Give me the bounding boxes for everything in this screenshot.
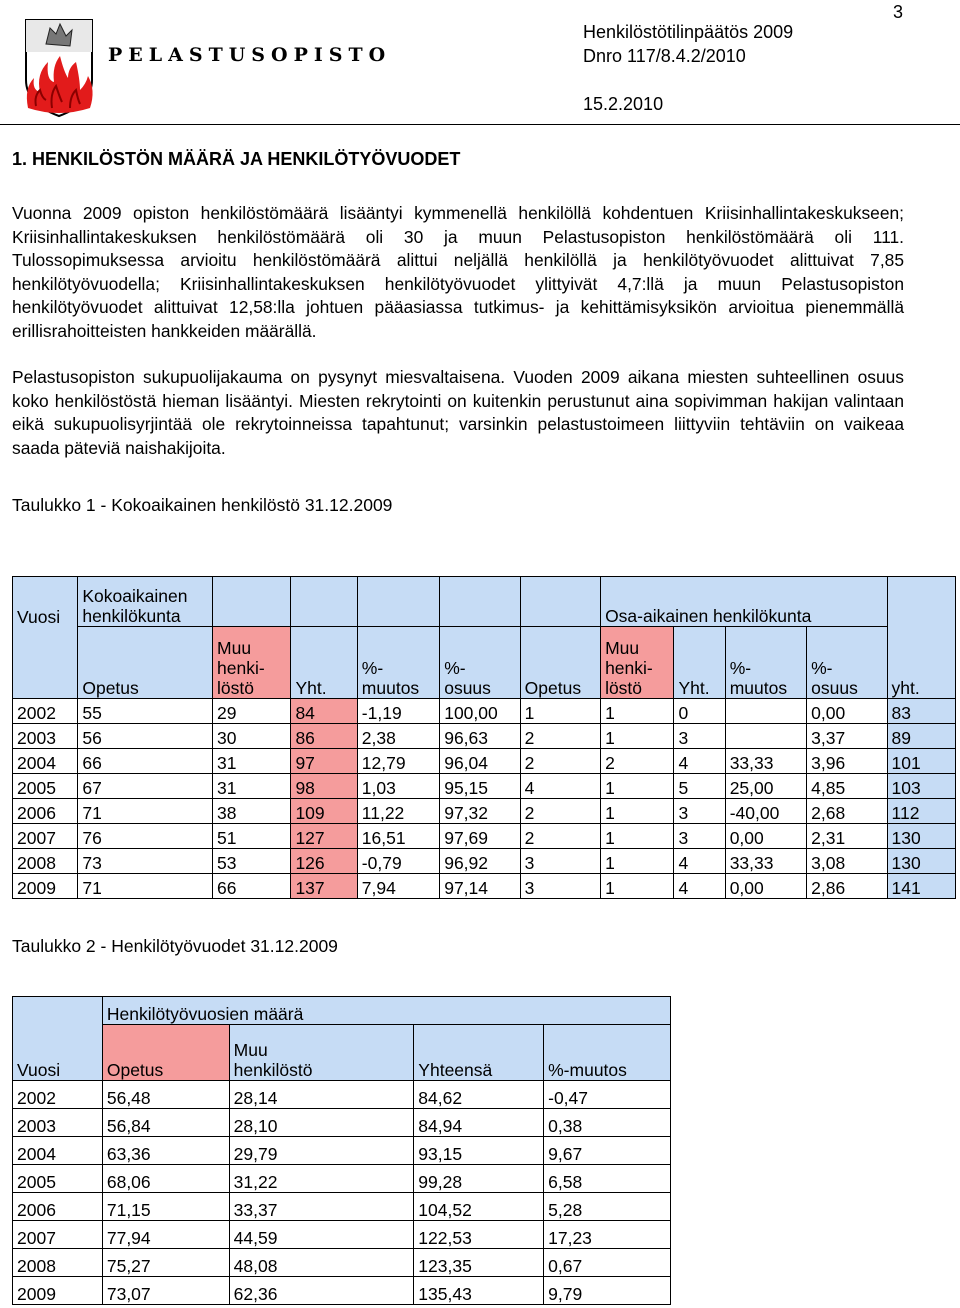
cell-o-muu: 1 bbox=[601, 849, 674, 874]
cell-yhteensa: 93,15 bbox=[414, 1137, 544, 1165]
header-muutos: %-muutos bbox=[544, 1025, 671, 1081]
cell-k-yht: 137 bbox=[291, 874, 357, 899]
cell-vuosi: 2009 bbox=[13, 874, 78, 899]
cell-yhteensa: 123,35 bbox=[414, 1249, 544, 1277]
cell-o-muu: 1 bbox=[601, 799, 674, 824]
header-muutos-parttime: %- muutos bbox=[725, 627, 806, 699]
cell-o-muutos: 33,33 bbox=[725, 849, 806, 874]
table-row bbox=[13, 774, 956, 799]
cell-yhteensa: 135,43 bbox=[414, 1277, 544, 1305]
cell-muu: 28,14 bbox=[229, 1081, 414, 1109]
header-yht: Yht. bbox=[291, 627, 357, 699]
cell-yhteensa: 99,28 bbox=[414, 1165, 544, 1193]
cell-opetus: 56,48 bbox=[102, 1081, 229, 1109]
table-row bbox=[13, 1081, 671, 1109]
cell-k-opetus: 73 bbox=[78, 849, 213, 874]
page-number: 3 bbox=[893, 2, 904, 22]
cell-k-muu: 66 bbox=[213, 874, 291, 899]
table1-caption: Taulukko 1 - Kokoaikainen henkilöstö 31.12.2009 bbox=[12, 495, 393, 515]
table-row bbox=[13, 874, 956, 899]
cell-muu: 33,37 bbox=[229, 1193, 414, 1221]
cell-o-yht: 3 bbox=[674, 724, 725, 749]
cell-vuosi: 2003 bbox=[13, 1109, 103, 1137]
cell-o-osuus: 3,96 bbox=[807, 749, 887, 774]
cell-k-osuus: 97,69 bbox=[440, 824, 520, 849]
cell-o-muu: 2 bbox=[601, 749, 674, 774]
cell-k-osuus: 97,14 bbox=[440, 874, 520, 899]
cell-muu: 31,22 bbox=[229, 1165, 414, 1193]
table-row bbox=[13, 1221, 671, 1249]
cell-k-yht: 109 bbox=[291, 799, 357, 824]
cell-k-muu: 53 bbox=[213, 849, 291, 874]
cell-k-opetus: 71 bbox=[78, 799, 213, 824]
cell-o-muutos: 33,33 bbox=[725, 749, 806, 774]
table-row bbox=[13, 1249, 671, 1277]
header-muutos: %- muutos bbox=[357, 627, 439, 699]
cell-vuosi: 2005 bbox=[13, 774, 78, 799]
cell-k-muutos: 11,22 bbox=[357, 799, 439, 824]
cell-k-muu: 31 bbox=[213, 749, 291, 774]
cell-k-muu: 29 bbox=[213, 699, 291, 724]
cell-vuosi: 2004 bbox=[13, 749, 78, 774]
cell-k-yht: 126 bbox=[291, 849, 357, 874]
table-row bbox=[13, 1109, 671, 1137]
cell-vuosi: 2003 bbox=[13, 724, 78, 749]
cell-yhteensa: 122,53 bbox=[414, 1221, 544, 1249]
cell-yhteensa: 84,62 bbox=[414, 1081, 544, 1109]
cell-k-muutos: 12,79 bbox=[357, 749, 439, 774]
cell-o-yht: 3 bbox=[674, 799, 725, 824]
cell-total: 130 bbox=[887, 849, 955, 874]
cell-yhteensa: 104,52 bbox=[414, 1193, 544, 1221]
cell-vuosi: 2008 bbox=[13, 1249, 103, 1277]
header-opetus: Opetus bbox=[102, 1025, 229, 1081]
cell-o-yht: 5 bbox=[674, 774, 725, 799]
cell-o-muu: 1 bbox=[601, 874, 674, 899]
brand-name: PELASTUSOPISTO bbox=[108, 44, 392, 66]
cell-o-opetus: 4 bbox=[520, 774, 600, 799]
cell-opetus: 75,27 bbox=[102, 1249, 229, 1277]
header-opetus-parttime: Opetus bbox=[520, 627, 600, 699]
header-muu: Muu henki- löstö bbox=[213, 627, 291, 699]
cell-muu: 62,36 bbox=[229, 1277, 414, 1305]
cell-vuosi: 2006 bbox=[13, 799, 78, 824]
cell-o-yht: 4 bbox=[674, 874, 725, 899]
document-date: 15.2.2010 bbox=[583, 94, 664, 114]
cell-o-opetus: 2 bbox=[520, 799, 600, 824]
cell-opetus: 77,94 bbox=[102, 1221, 229, 1249]
table-row bbox=[13, 699, 956, 724]
cell-o-muu: 1 bbox=[601, 774, 674, 799]
cell-muutos: 6,58 bbox=[544, 1165, 671, 1193]
header-parttime-group: Osa-aikainen henkilökunta bbox=[601, 577, 887, 627]
paragraph-headcount: Vuonna 2009 opiston henkilöstömäärä lisääntyi kymmenellä henkilöllä kohdentuen Kriisinhallintakeskukseen; Kriisinhallintakeskuksen henkilöstömäärä oli 30 ja muun Pelastusopiston henkilöstömäärä oli 111. Tulossopimuksessa arvioitu henkilöstömäärä alittui neljällä henkilöllä ja henkilötyövuodet alittuivat 7,85 henkilötyövuodella; Kriisinhallintakeskuksen henkilötyövuodet ylittyivät 4,7:llä ja muun Pelastusopiston henkilötyövuodet alittuivat 12,58:lla johtuen pääasiassa tutkimus- ja kehittämisyksikön arvioitua pienemmällä erillisrahoitteisten hankkeiden määrällä. bbox=[12, 203, 904, 341]
cell-o-opetus: 2 bbox=[520, 724, 600, 749]
cell-k-yht: 98 bbox=[291, 774, 357, 799]
cell-o-muutos: 25,00 bbox=[725, 774, 806, 799]
header-muu: Muu henkilöstö bbox=[229, 1025, 414, 1081]
header-osuus-parttime: %- osuus bbox=[807, 627, 887, 699]
cell-vuosi: 2007 bbox=[13, 824, 78, 849]
cell-o-osuus: 0,00 bbox=[807, 699, 887, 724]
cell-k-osuus: 97,32 bbox=[440, 799, 520, 824]
paragraph-gender: Pelastusopiston sukupuolijakauma on pysynyt miesvaltaisena. Vuoden 2009 aikana miesten suhteellinen osuus koko henkilöstöstä hieman lisääntyi. Miesten rekrytointi on kuitenkin perustunut aina sopivimman hakijan valintaan eikä sukupuolisyrjintää ole rekrytoinneissa tapahtunut; varsinkin pelastustoimeen liittyviin tehtäviin on vaikeaa saada päteviä naishakijoita. bbox=[12, 367, 904, 458]
table-row bbox=[13, 799, 956, 824]
cell-opetus: 56,84 bbox=[102, 1109, 229, 1137]
cell-o-muu: 1 bbox=[601, 699, 674, 724]
cell-muutos: 17,23 bbox=[544, 1221, 671, 1249]
cell-o-muu: 1 bbox=[601, 824, 674, 849]
cell-total: 112 bbox=[887, 799, 955, 824]
document-number: Dnro 117/8.4.2/2010 bbox=[583, 46, 746, 66]
cell-opetus: 73,07 bbox=[102, 1277, 229, 1305]
cell-vuosi: 2006 bbox=[13, 1193, 103, 1221]
cell-k-opetus: 76 bbox=[78, 824, 213, 849]
cell-k-yht: 84 bbox=[291, 699, 357, 724]
cell-total: 101 bbox=[887, 749, 955, 774]
cell-k-muutos: 1,03 bbox=[357, 774, 439, 799]
cell-k-opetus: 71 bbox=[78, 874, 213, 899]
cell-o-osuus: 3,37 bbox=[807, 724, 887, 749]
cell-k-yht: 86 bbox=[291, 724, 357, 749]
cell-k-muutos: 7,94 bbox=[357, 874, 439, 899]
cell-k-opetus: 56 bbox=[78, 724, 213, 749]
cell-k-osuus: 95,15 bbox=[440, 774, 520, 799]
header-vuosi: Vuosi bbox=[13, 1025, 103, 1081]
cell-vuosi: 2004 bbox=[13, 1137, 103, 1165]
header-osuus: %- osuus bbox=[440, 627, 520, 699]
table-row bbox=[13, 724, 956, 749]
cell-o-opetus: 1 bbox=[520, 699, 600, 724]
cell-k-muu: 31 bbox=[213, 774, 291, 799]
header-total: yht. bbox=[887, 627, 955, 699]
cell-muutos: 9,67 bbox=[544, 1137, 671, 1165]
cell-muu: 44,59 bbox=[229, 1221, 414, 1249]
header-yhteensa: Yhteensä bbox=[414, 1025, 544, 1081]
cell-o-osuus: 3,08 bbox=[807, 849, 887, 874]
header-fulltime-group: Kokoaikainen henkilökunta bbox=[78, 577, 213, 627]
cell-muutos: 9,79 bbox=[544, 1277, 671, 1305]
cell-o-opetus: 3 bbox=[520, 874, 600, 899]
cell-k-muu: 30 bbox=[213, 724, 291, 749]
header-yht-parttime: Yht. bbox=[674, 627, 725, 699]
table-row bbox=[13, 824, 956, 849]
cell-muutos: 0,38 bbox=[544, 1109, 671, 1137]
cell-o-opetus: 2 bbox=[520, 749, 600, 774]
cell-vuosi: 2002 bbox=[13, 699, 78, 724]
cell-o-opetus: 3 bbox=[520, 849, 600, 874]
cell-muu: 28,10 bbox=[229, 1109, 414, 1137]
cell-opetus: 71,15 bbox=[102, 1193, 229, 1221]
cell-k-osuus: 100,00 bbox=[440, 699, 520, 724]
cell-muu: 29,79 bbox=[229, 1137, 414, 1165]
header-person-years-group: Henkilötyövuosien määrä bbox=[102, 997, 670, 1025]
cell-k-muutos: 16,51 bbox=[357, 824, 439, 849]
cell-o-opetus: 2 bbox=[520, 824, 600, 849]
cell-o-muu: 1 bbox=[601, 724, 674, 749]
cell-o-muutos: 0,00 bbox=[725, 874, 806, 899]
cell-opetus: 68,06 bbox=[102, 1165, 229, 1193]
cell-vuosi: 2005 bbox=[13, 1165, 103, 1193]
cell-o-osuus: 4,85 bbox=[807, 774, 887, 799]
header-divider bbox=[0, 124, 960, 125]
cell-k-yht: 97 bbox=[291, 749, 357, 774]
cell-k-muu: 38 bbox=[213, 799, 291, 824]
cell-k-muutos: -0,79 bbox=[357, 849, 439, 874]
cell-o-yht: 0 bbox=[674, 699, 725, 724]
header-muu-parttime: Muu henki- löstö bbox=[601, 627, 674, 699]
table-row bbox=[13, 1277, 671, 1305]
table-row bbox=[13, 1193, 671, 1221]
fulltime-staff-table bbox=[12, 576, 956, 899]
table2-caption: Taulukko 2 - Henkilötyövuodet 31.12.2009 bbox=[12, 936, 338, 956]
cell-o-muutos bbox=[725, 724, 806, 749]
table-row bbox=[13, 849, 956, 874]
cell-total: 141 bbox=[887, 874, 955, 899]
cell-total: 103 bbox=[887, 774, 955, 799]
cell-o-yht: 4 bbox=[674, 749, 725, 774]
cell-o-muutos: 0,00 bbox=[725, 824, 806, 849]
cell-vuosi: 2008 bbox=[13, 849, 78, 874]
table-row bbox=[13, 749, 956, 774]
cell-vuosi: 2007 bbox=[13, 1221, 103, 1249]
cell-total: 89 bbox=[887, 724, 955, 749]
cell-total: 83 bbox=[887, 699, 955, 724]
header-opetus: Opetus bbox=[78, 627, 213, 699]
cell-k-osuus: 96,92 bbox=[440, 849, 520, 874]
cell-o-muutos: -40,00 bbox=[725, 799, 806, 824]
cell-o-muutos bbox=[725, 699, 806, 724]
cell-k-osuus: 96,63 bbox=[440, 724, 520, 749]
document-title: Henkilöstötilinpäätös 2009 bbox=[583, 22, 794, 42]
table-row bbox=[13, 1165, 671, 1193]
cell-k-opetus: 66 bbox=[78, 749, 213, 774]
cell-o-yht: 3 bbox=[674, 824, 725, 849]
header-vuosi: Vuosi bbox=[13, 577, 78, 627]
cell-muutos: 0,67 bbox=[544, 1249, 671, 1277]
cell-muutos: 5,28 bbox=[544, 1193, 671, 1221]
cell-k-opetus: 55 bbox=[78, 699, 213, 724]
cell-yhteensa: 84,94 bbox=[414, 1109, 544, 1137]
cell-o-osuus: 2,31 bbox=[807, 824, 887, 849]
cell-k-muu: 51 bbox=[213, 824, 291, 849]
cell-opetus: 63,36 bbox=[102, 1137, 229, 1165]
cell-k-muutos: 2,38 bbox=[357, 724, 439, 749]
cell-vuosi: 2009 bbox=[13, 1277, 103, 1305]
pelastusopisto-logo bbox=[22, 18, 96, 118]
cell-o-osuus: 2,68 bbox=[807, 799, 887, 824]
cell-total: 130 bbox=[887, 824, 955, 849]
section-heading: 1. HENKILÖSTÖN MÄÄRÄ JA HENKILÖTYÖVUODET bbox=[12, 149, 461, 169]
cell-k-opetus: 67 bbox=[78, 774, 213, 799]
cell-k-osuus: 96,04 bbox=[440, 749, 520, 774]
cell-o-yht: 4 bbox=[674, 849, 725, 874]
cell-k-muutos: -1,19 bbox=[357, 699, 439, 724]
cell-vuosi: 2002 bbox=[13, 1081, 103, 1109]
cell-muu: 48,08 bbox=[229, 1249, 414, 1277]
person-years-table bbox=[12, 996, 671, 1305]
cell-o-osuus: 2,86 bbox=[807, 874, 887, 899]
cell-k-yht: 127 bbox=[291, 824, 357, 849]
table-row bbox=[13, 1137, 671, 1165]
cell-muutos: -0,47 bbox=[544, 1081, 671, 1109]
